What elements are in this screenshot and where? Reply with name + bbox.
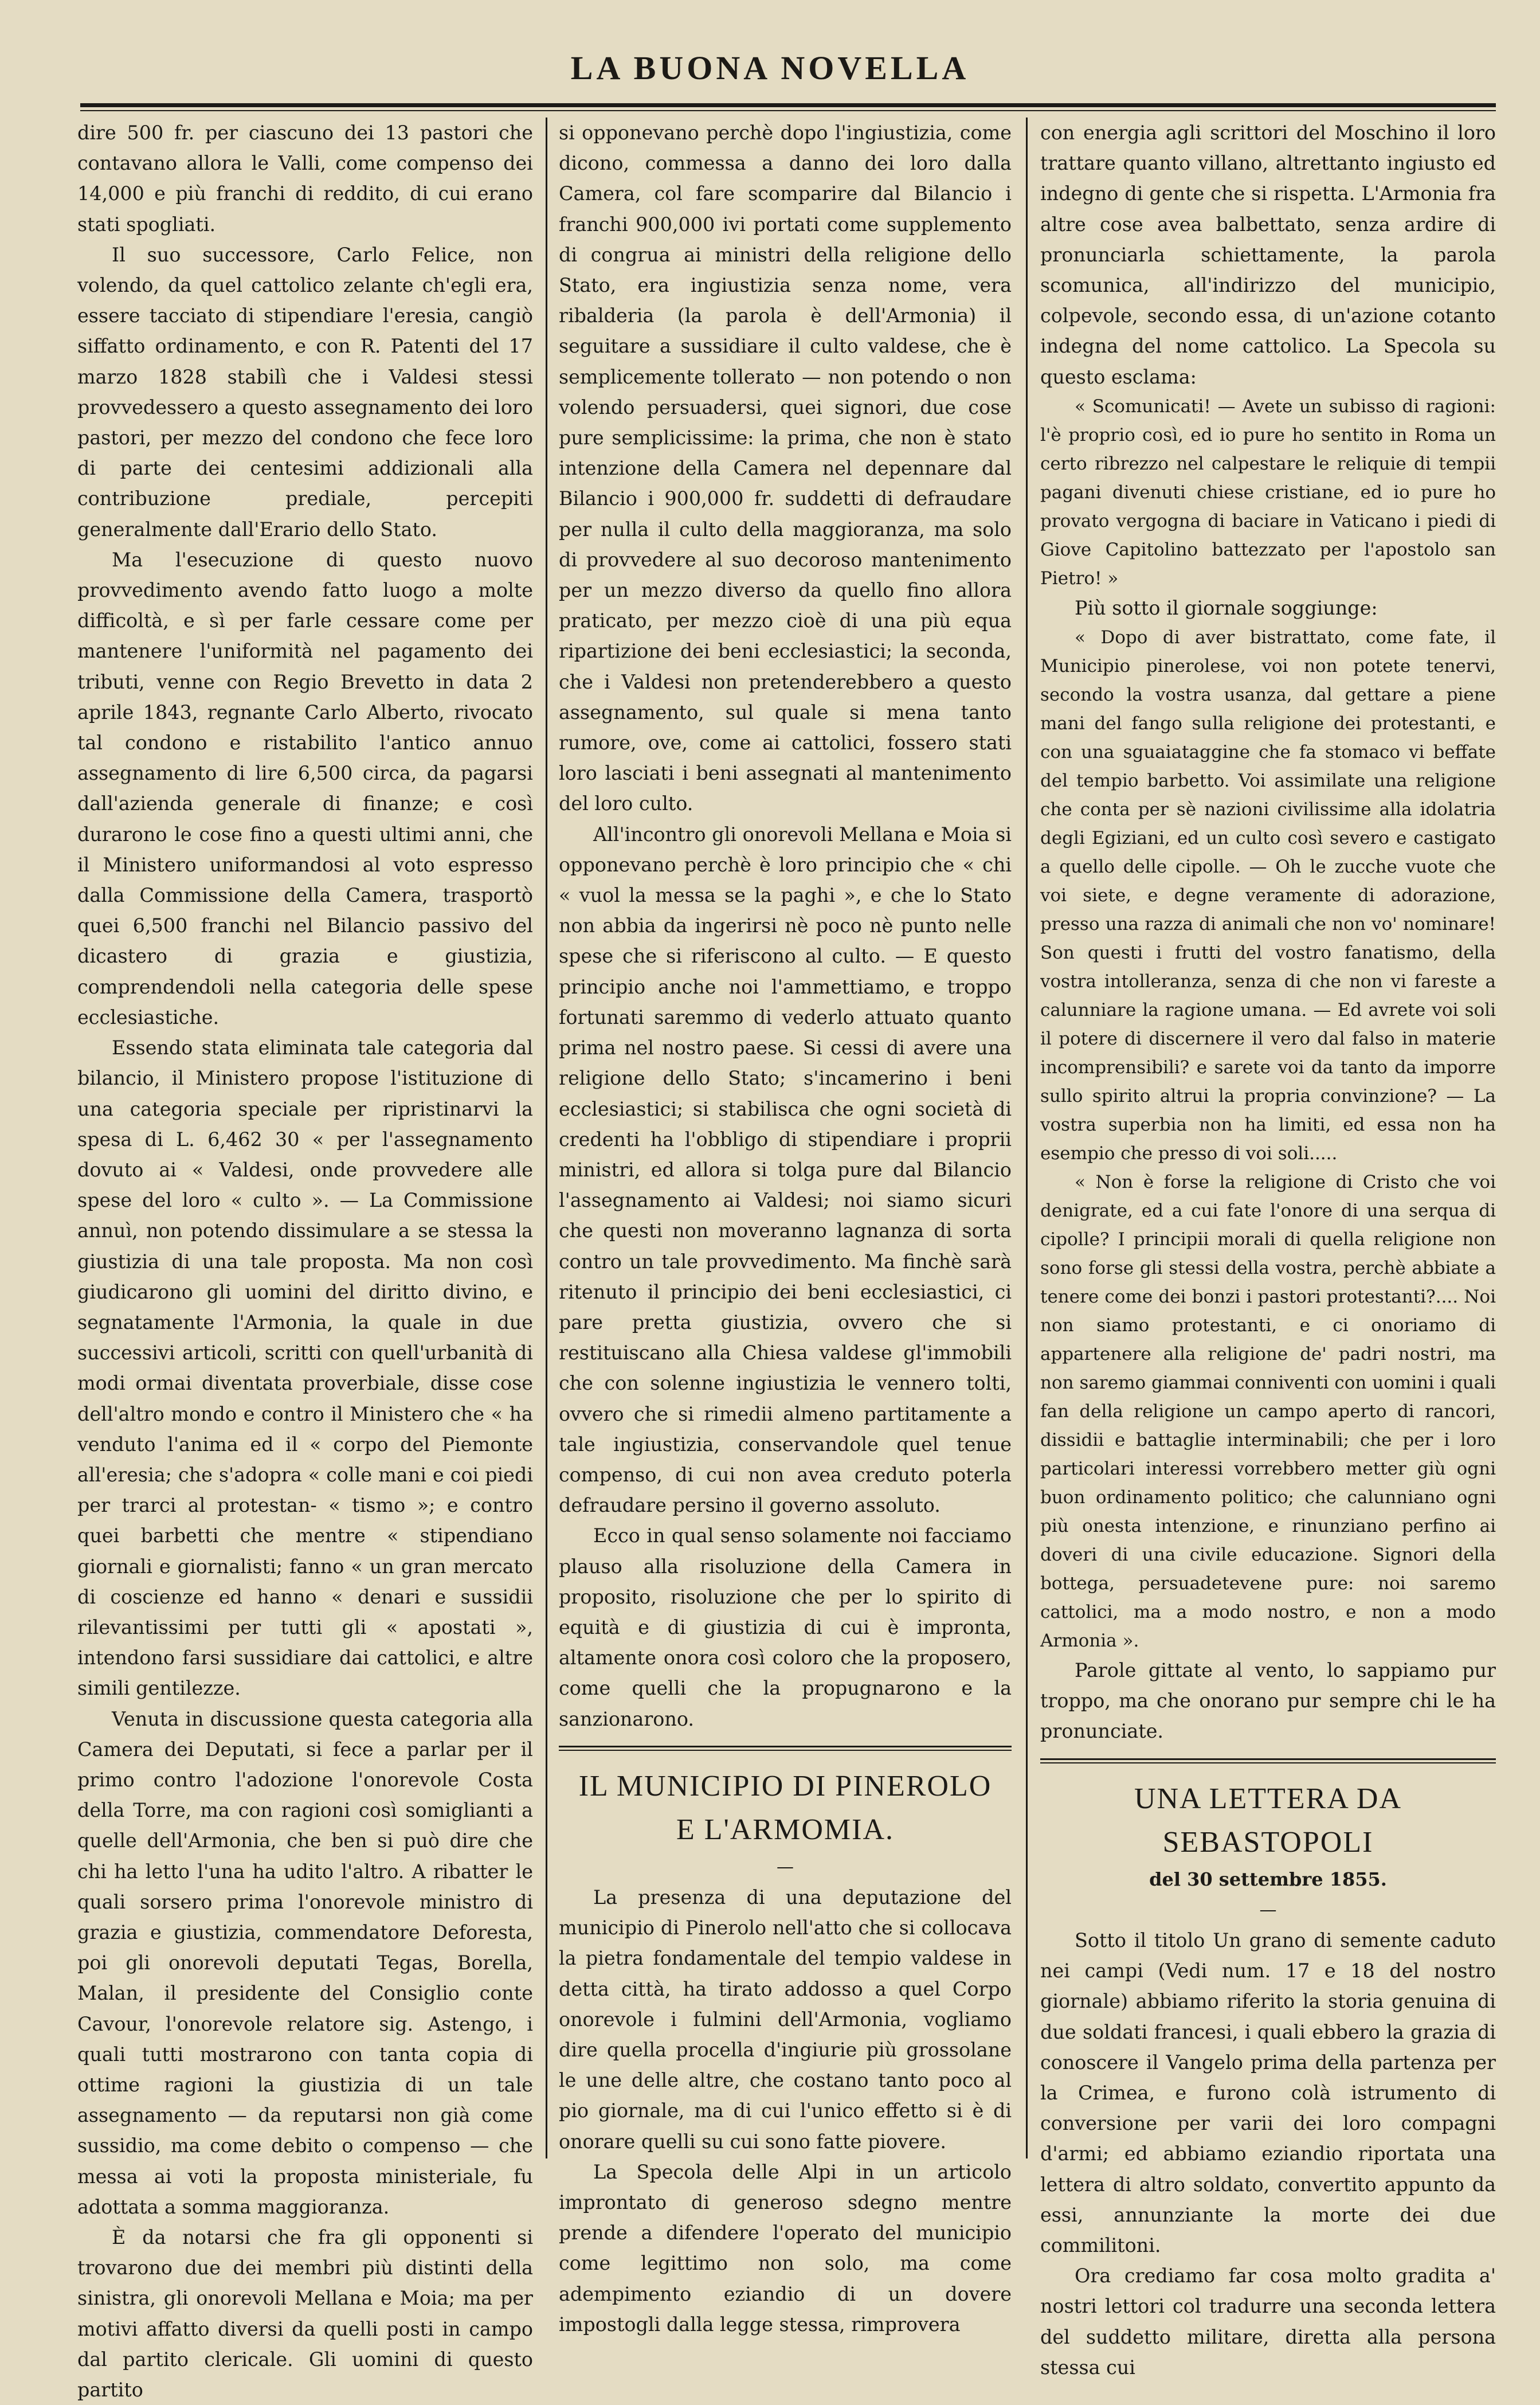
paragraph: Il suo successore, Carlo Felice, non volendo, da quel cattolico zelante ch'egli era, essere tacciato di stipendiare l'eresia, cangiò siffatto ordinamento, e con R. Patenti del 17 marzo 1828 stabilì che i Valdesi stessi provvedessero a questo assegnamento dei loro pastori, per mezzo del condono che fece loro di parte dei centesimi addizionali alla contribuzione prediale, percepiti generalmente dall'Erario dello Stato. <box>77 243 533 541</box>
paragraph: La presenza di una deputazione del municipio di Pinerolo nell'atto che si collocava la pietra fondamentale del tempio valdese in detta città, ha tirato addosso a quel Corpo onorevole i fulmini dell'Armonia, vogliamo dire quella procella d'ingiurie più grossolane le une delle altre, che costano tanto poco al pio giornale, ma di cui l'unico effetto si è di onorare quelli su cui sono fatte piovere. <box>559 1886 1012 2153</box>
article-separator <box>559 1746 1012 1747</box>
masthead-rule-thick <box>80 103 1496 107</box>
paragraph: con energia agli scrittori del Moschino il loro trattare quanto villano, altrettanto ingiusto ed indegno di gente che si rispetta. L'Armonia fra altre cose avea balbettato, senza ardire di pronunciarla schiettamente, la parola scomunica, all'indirizzo del municipio, colpevole, secondo essa, di un'azione cotanto indegna del nome cattolico. La Specola su questo esclama: <box>1040 122 1496 388</box>
paragraph: Parole gittate al vento, lo sappiamo pur troppo, ma che onorano pur sempre chi le ha pronunciate. <box>1040 1659 1496 1743</box>
headline-municipio: IL MUNICIPIO DI PINEROLO <box>578 1769 992 1802</box>
masthead: LA BUONA NOVELLA <box>570 49 970 87</box>
quotation: « Scomunicati! — Avete un subisso di ragioni: l'è proprio così, ed io pure ho sentito in Roma un certo ribrezzo nel calpestare le reliquie di tempii pagani divenuti chiese cristiane, ed io pure ho provato vergogna di baciare in Vaticano i piedi di Giove Capitolino battezzato per l'apostolo san Pietro! » <box>1040 396 1496 589</box>
paragraph: Venuta in discussione questa categoria alla Camera dei Deputati, si fece a parlar per il primo contro l'adozione l'onorevole Costa della Torre, ma con ragioni così somiglianti a quelle dell'Armonia, che ben si può dire che chi ha letto l'una ha udito l'altro. A ribatter le quali sorsero prima l'onorevole ministro di grazia e giustizia, commendatore Deforesta, poi gli onorevoli deputati Tegas, Borella, Malan, il presidente del Consiglio conte Cavour, l'onorevole relatore sig. Astengo, i quali tutti mostrarono con tanta copia di ottime ragioni la giustizia di un tale assegnamento — da reputarsi non già come sussidio, ma come debito o compenso — che messa ai voti la proposta ministeriale, fu adottata a somma maggioranza. <box>77 1707 533 2218</box>
quotation: « Non è forse la religione di Cristo che voi denigrate, ed a cui fate l'onore di una serqua di cipolle? I principii morali di quella religione non sono forse gli stessi della vostra, perchè abbiate a tenere come dei bonzi i pastori protestanti?.... Noi non siamo protestanti, e ci onoriamo di appartenere alla religione de' padri nostri, ma non saremo giammai conniventi con uomini i quali fan della religione un campo aperto di rancori, dissidii e battaglie interminabili; che per i loro particolari interessi vorrebbero metter giù ogni buon ordinamento politico; che calunniano ogni più onesta intenzione, e rinunziano perfino ai doveri di una civile educazione. Signori della bottega, persuadetevene pure: noi saremo cattolici, ma a modo nostro, e non a modo Armonia ». <box>1040 1172 1496 1652</box>
paragraph: Sotto il titolo Un grano di semente caduto nei campi (Vedi num. 17 e 18 del nostro giornale) abbiamo riferito la storia genuina di due soldati francesi, i quali ebbero la grazia di conoscere il Vangelo prima della partenza per la Crimea, e furono colà istrumento di conversione per varii dei loro compagni d'armi; ed abbiamo eziandio riportata una lettera di altro soldato, convertito appunto da essi, annunziante la morte dei due commilitoni. <box>1040 1929 1496 2257</box>
paragraph: Ecco in qual senso solamente noi facciamo plauso alla risoluzione della Camera in proposito, risoluzione che per lo spirito di equità e di giustizia di cui è impronta, altamente onora così coloro che la proposero, come quelli che la propugnarono e la sanzionarono. <box>559 1524 1012 1730</box>
paragraph: Ma l'esecuzione di questo nuovo provvedimento avendo fatto luogo a molte difficoltà, e sì per farle cessare come per mantenere l'uniformità nel pagamento dei tributi, venne con Regio Brevetto in data 2 aprile 1843, regnante Carlo Alberto, rivocato tal condono e ristabilito l'antico annuo assegnamento di lire 6,500 circa, da pagarsi dall'azienda generale di finanze; e così durarono le cose fino a questi ultimi anni, che il Ministero uniformandosi al voto espresso dalla Commissione della Camera, trasportò quei 6,500 franchi nel Bilancio passivo del dicastero di grazia e giustizia, comprendendoli nella categoria delle spese ecclesiastiche. <box>77 548 533 1029</box>
article-separator-thin <box>559 1750 1012 1751</box>
headline-date: del 30 settembre 1855. <box>1149 1868 1387 1890</box>
paragraph: si opponevano perchè dopo l'ingiustizia, come dicono, commessa a danno dei loro dalla Camera, col fare scomparire dal Bilancio i franchi 900,000 ivi portati come supplemento di congrua ai ministri della religione dello Stato, era ingiustizia senza nome, vera ribalderia (la parola è dell'Armonia) il seguitare a sussidiare il culto valdese, che è semplicemente tollerato — non potendo o non volendo persuadersi, quei signori, due cose pure semplicissime: la prima, che non è stato intenzione della Camera nel depennare dal Bilancio i 900,000 fr. suddetti di defraudare per nulla il culto della maggioranza, ma solo di provvedere al suo decoroso mantenimento per un mezzo diverso da quello fino allora praticato, per mezzo cioè di una più equa ripartizione dei beni ecclesiastici; la seconda, che i Valdesi non pretenderebbero a questo assegnamento, sul quale si mena tanto rumore, ove, come ai cattolici, fossero stati loro lasciati i beni assegnati al mantenimento del loro culto. <box>559 122 1012 815</box>
column-divider <box>1026 118 1028 2158</box>
paragraph: La Specola delle Alpi in un articolo improntato di generoso sdegno mentre prende a difendere l'operato del municipio come legittimo non solo, ma come adempimento eziandio di un dovere impostogli dalla legge stessa, rimprovera <box>559 2160 1012 2336</box>
headline-sebastopoli: UNA LETTERA DA SEBASTOPOLI <box>1134 1782 1402 1859</box>
paragraph: All'incontro gli onorevoli Mellana e Moia si opponevano perchè è loro principio che « chi « vuol la messa se la paghi », e che lo Stato non abbia da ingerirsi nè poco nè punto nelle spese che si riferiscono al culto. — E questo principio anche noi l'ammettiamo, e troppo fortunati saremmo di vederlo attuato quanto prima nel nostro paese. Si cessi di avere una religione dello Stato; s'incamerino i beni ecclesiastici; si stabilisca che ogni società di credenti ha l'obbligo di stipendiare i proprii ministri, ed allora si tolga pure dal Bilancio l'assegnamento ai Valdesi; noi siamo sicuri che questi non moveranno lagnanza di sorta contro un tale provvedimento. Ma finchè sarà ritenuto il principio dei beni ecclesiastici, ci pare pretta giustizia, ovvero che si restituiscano alla Chiesa valdese gl'immobili che con solenne ingiustizia le vennero tolti, ovvero che si rimedii almeno partitamente a tale ingiustizia, conservandole quel tenue compenso, di cui non avea creduto poterla defraudare persino il governo assoluto. <box>559 823 1012 1517</box>
paragraph: Ora crediamo far cosa molto gradita a' nostri lettori col tradurre una seconda lettera del suddetto militare, diretta alla persona stessa cui <box>1040 2265 1496 2379</box>
paragraph: dire 500 fr. per ciascuno dei 13 pastori che contavano allora le Valli, come compenso dei 14,000 e più franchi di reddito, di cui erano stati spogliati. <box>77 122 533 236</box>
paragraph: È da notarsi che fra gli opponenti si trovarono due dei membri più distinti della sinistra, gli onorevoli Mellana e Moia; ma per motivi affatto diversi da quelli posti in campo dal partito clericale. Gli uomini di questo partito <box>77 2226 533 2402</box>
column-3 <box>1040 118 1496 2379</box>
article-separator-thin <box>1040 1762 1496 1763</box>
headline-dash: — <box>777 1856 794 1877</box>
masthead-rule-thin <box>80 110 1496 111</box>
headline-armonia: E L'ARMOMIA. <box>676 1813 895 1846</box>
headline-dash: — <box>1259 1899 1277 1920</box>
quotation: « Dopo di aver bistrattato, come fate, il Municipio pinerolese, voi non potete tenervi, secondo la vostra usanza, dal gettare a piene mani del fango sulla religione dei protestanti, e con una sguaiataggine che fa stomaco vi beffate del tempio barbetto. Voi assimilate una religione che conta per sè nazioni civilissime alla idolatria degli Egiziani, ed un culto così severo e castigato a quello delle cipolle. — Oh le zucche vuote che voi siete, e degne veramente di adorazione, presso una razza di animali che non vo' nominare! Son questi i frutti del vostro fanatismo, della vostra intolleranza, senza di che non vi fareste a calunniare la ragione umana. — Ed avrete voi soli il potere di discernere il vero dal falso in materie incomprensibili? e sarete voi da tanto da imporre sullo spirito altrui la propria convinzione? — La vostra superbia non ha limiti, ed essa non ha esempio che presso di voi soli..... <box>1040 627 1496 1164</box>
paragraph: Più sotto il giornale soggiunge: <box>1075 596 1378 619</box>
paragraph: Essendo stata eliminata tale categoria dal bilancio, il Ministero propose l'istituzione di una categoria speciale per ripristinarvi la spesa di L. 6,462 30 « per l'assegnamento dovuto ai « Valdesi, onde provvedere alle spese del loro « culto ». — La Commissione annuì, non potendo dissimulare a se stessa la giustizia di una tale proposta. Ma non così giudicarono gli uomini del diritto divino, e segnatamente l'Armonia, la quale in due successivi articoli, scritti con quell'urbanità di modi ormai diventata proverbiale, disse cose dell'altro mondo e contro il Ministero che « ha venduto l'anima ed il « corpo del Piemonte all'eresia; che s'adopra « colle mani e coi piedi per trarci al protestan- « tismo »; e contro quei barbetti che mentre « stipendiano giornali e giornalisti; fanno « un gran mercato di coscienze ed hanno « denari e sussidii rilevantissimi per tutti gli « apostati », intendono farsi sussidiare dai cattolici, e altre simili gentilezze. <box>77 1037 533 1700</box>
column-divider <box>546 118 547 2158</box>
column-2 <box>559 118 1012 2336</box>
article-separator <box>1040 1758 1496 1760</box>
column-1 <box>77 118 533 2402</box>
